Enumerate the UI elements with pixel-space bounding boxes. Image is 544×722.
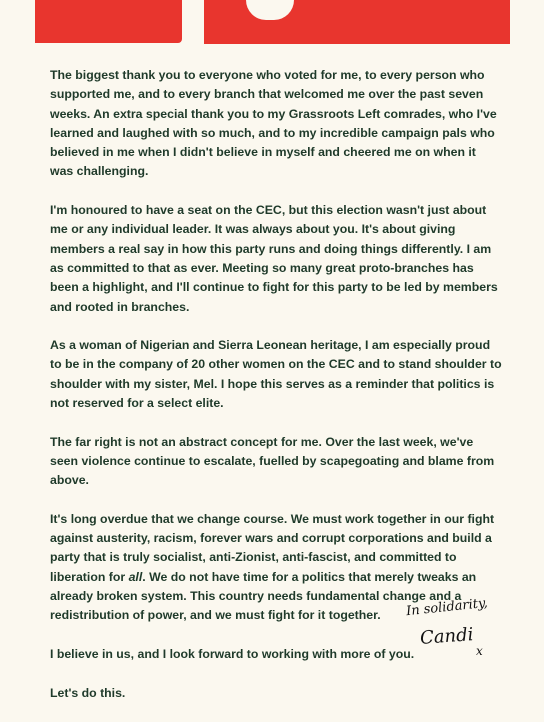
- signature-block: [402, 596, 532, 666]
- red-header-block-left: [35, 0, 182, 43]
- paragraph-far-right: The far right is not an abstract concept for me. Over the last week, we've seen violence continue to escalate, fuelled by scapegoating and blame from above.: [50, 434, 495, 488]
- signature-name: Candi: [419, 624, 475, 649]
- paragraph-thanks: The biggest thank you to everyone who voted for me, to every person who supported me, and to every branch that welcomed me over the past seven weeks. An extra special thank you to my Grassroots Left comrades, who I've learned and laughed with so much, and to my incredible campaign pals who believed in me when I didn't believe in myself and cheered me on when it was challenging.: [50, 68, 497, 179]
- emphasis-all: all: [128, 569, 143, 584]
- valediction: In solidarity,: [405, 595, 489, 620]
- paragraph-change-course-text-2: . We do not have time for a politics that merely tweaks an already broken system. This country needs fundamental change and a redistribution of power, and we must fight for it together.: [50, 569, 477, 623]
- final-line: Let's do this.: [50, 685, 126, 700]
- signature-kiss: x: [476, 644, 483, 658]
- paragraph-change-course-text-1: It's long overdue that we change course. We must work together in our fight against austerity, racism, forever wars and corrupt corporations and build a party that is truly socialist, anti-Zionist, anti-fascist, and committed to liberation for: [50, 511, 495, 584]
- paragraph-heritage: As a woman of Nigerian and Sierra Leonean heritage, I am especially proud to be in the company of 20 other women on the CEC and to stand shoulder to shoulder with my sister, Mel. I hope this serves as a reminder that politics is not reserved for a select elite.: [50, 338, 502, 411]
- closing-line: I believe in us, and I look forward to working with more of you.: [50, 646, 415, 661]
- paragraph-cec-seat: I'm honoured to have a seat on the CEC, but this election wasn't just about me or any individual leader. It was always about you. It's about giving members a real say in how this party runs and doing things differently. I am as committed to that as ever. Meeting so many great proto-branches has been a highlight, and I'll continue to fight for this party to be led by members and rooted in branches.: [50, 203, 498, 314]
